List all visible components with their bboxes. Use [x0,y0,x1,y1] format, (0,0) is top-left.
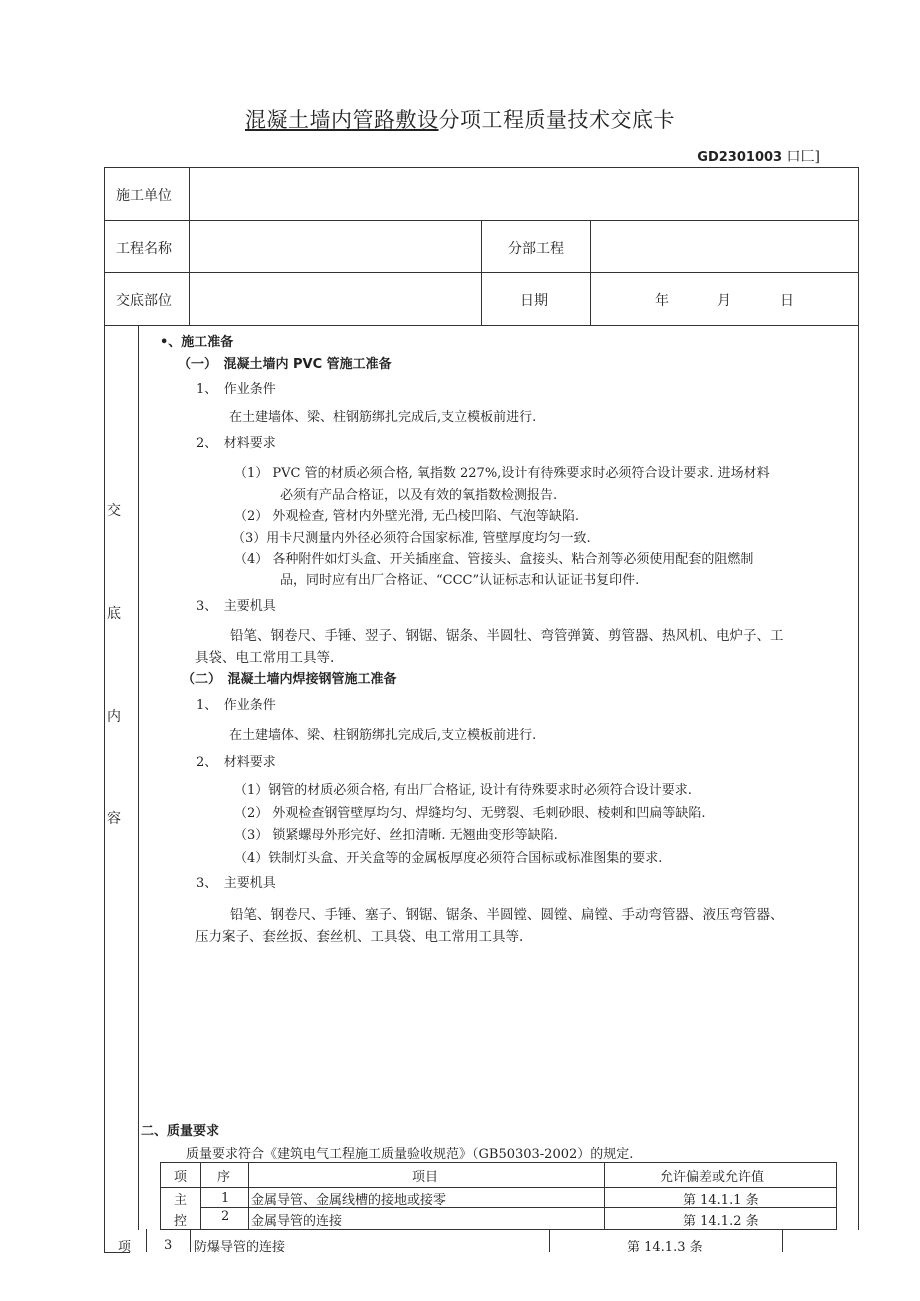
title-rest: 分项工程质量技术交底卡 [438,108,675,132]
date-label: 日期 [520,293,548,309]
rule [104,167,859,168]
section2-heading: 二、质量要求 [141,1124,220,1139]
row-seq: 2 [221,1209,230,1224]
section2-intro: 质量要求符合《建筑电气工程施工质量验收规范》（GB50303-2002）的规定. [186,1147,634,1162]
sub-project-label: 分部工程 [508,241,564,257]
rule [248,1162,249,1229]
rule [138,325,139,1230]
rule [858,167,859,1230]
part1-material-3: （3）用卡尺测量内外径必须符合国家标准, 管壁厚度均匀一致. [232,531,591,546]
category-char: 控 [174,1214,188,1229]
category-char: 主 [174,1193,188,1208]
part2-material-3: （3） 锁紧螺母外形完好、丝扣清晰. 无翘曲变形等缺陷. [234,828,558,843]
col-header-item: 项目 [412,1170,439,1185]
rule [481,220,482,325]
side-label-char: 内 [107,709,121,725]
rule [549,1229,550,1252]
construction-unit-label: 施工单位 [116,188,172,204]
row-seq: 1 [221,1191,230,1206]
part2-tools: 铅笔、钢卷尺、手锤、塞子、钢锯、锯条、半圆镗、圆镗、扁镗、手动弯管器、液压弯管器、 [230,907,784,923]
row-item: 金属导管的连接 [251,1214,343,1229]
part2-item3-title: 3、 主要机具 [196,876,276,891]
row-value: 第 14.1.1 条 [683,1193,759,1208]
part1-item3-title: 3、 主要机具 [196,599,276,614]
section1-heading: •、施工准备 [160,335,234,350]
rule [189,167,190,325]
rule [160,1187,837,1188]
part1-tools: 铅笔、钢卷尺、手锤、翌子、钢锯、锯条、半圆牡、弯管弹簧、剪管器、热风机、电炉子、工 [230,628,784,644]
part2-item1-text: 在土建墙体、梁、柱钢筋绑扎完成后,支立模板前进行. [229,728,537,743]
part2-item2-title: 2、 材料要求 [196,755,276,770]
part1-material-1-cont: 必须有产品合格证，以及有效的氧指数检测报告. [280,488,558,503]
part1-material-1: （1） PVC 管的材质必须合格, 氧指数 227%,设计有待殊要求时必须符合设计要求. 进场材料 [234,466,770,481]
row-item: 防爆导管的连接 [194,1240,286,1255]
part1-item1-title: 1、 作业条件 [196,382,276,397]
rule [160,1162,837,1163]
part1-material-4: （4） 各种附件如灯头盒、开关插座盒、管接头、盒接头、粘合剂等必须使用配套的阻燃制 [234,552,754,567]
part2-material-4: （4）铁制灯头盒、开关盒等的金属板厚度必须符合国标或标准图集的要求. [234,851,663,866]
doc-code-suffix: 口匚] [786,149,820,165]
rule [604,1162,605,1229]
rule [146,1229,147,1252]
rule [160,1229,837,1230]
rule [836,1162,837,1229]
row-seq: 3 [164,1238,173,1253]
part1-heading: （一） 混凝土墙内 PVC 管施工准备 [178,357,392,372]
part1-material-4-cont: 品，同时应有出厂合格证、“CCC”认证标志和认证证书复印件. [280,573,640,588]
date-day: 日 [780,293,794,309]
part1-tools-cont: 具袋、电工常用工具等. [195,650,335,666]
part2-tools-cont: 压力案子、套丝扳、套丝机、工具袋、电工常用工具等. [195,929,524,945]
title-underlined: 混凝土墙内管路敷设 [245,108,439,132]
side-label-char: 底 [107,606,121,622]
doc-code-number: GD2301003 [697,150,783,165]
rule [200,1162,201,1229]
category-char: 项 [118,1240,132,1255]
side-label-char: 交 [107,503,121,519]
col-header-category: 项 [174,1170,188,1185]
project-name-label: 工程名称 [116,241,172,257]
rule [160,1162,161,1229]
rule [782,1229,783,1252]
part1-material-2: （2） 外观检查, 管材内外壁光滑, 无凸棱凹陷、气泡等缺陷. [234,509,580,524]
row-value: 第 14.1.2 条 [683,1214,759,1229]
rule [590,220,591,325]
row-value: 第 14.1.3 条 [627,1240,703,1255]
part2-material-1: （1）钢管的材质必须合格, 有出厂合格证, 设计有待殊要求时必须符合设计要求. [234,783,692,798]
part2-material-2: （2） 外观检查钢管壁厚均匀、焊缝均匀、无劈裂、毛刺砂眼、棱刺和凹扁等缺陷. [234,806,706,821]
side-label-char: 容 [107,811,121,827]
rule [104,167,105,1252]
rule [104,325,859,326]
disclosure-part-label: 交底部位 [116,293,172,309]
col-header-value: 允许偏差或允许值 [660,1170,765,1185]
doc-code [697,146,820,166]
date-month: 月 [717,293,731,309]
row-item: 金属导管、金属线槽的接地或接零 [251,1193,447,1208]
col-header-seq: 序 [217,1170,231,1185]
date-year: 年 [655,293,669,309]
part1-item1-text: 在土建墙体、梁、柱钢筋绑扎完成后,支立模板前进行. [229,410,537,425]
part2-item1-title: 1、 作业条件 [196,698,276,713]
part2-heading: （二） 混凝土墙内焊接钢管施工准备 [182,672,397,687]
page-title [0,104,920,134]
rule [190,1229,191,1252]
part1-item2-title: 2、 材料要求 [196,436,276,451]
